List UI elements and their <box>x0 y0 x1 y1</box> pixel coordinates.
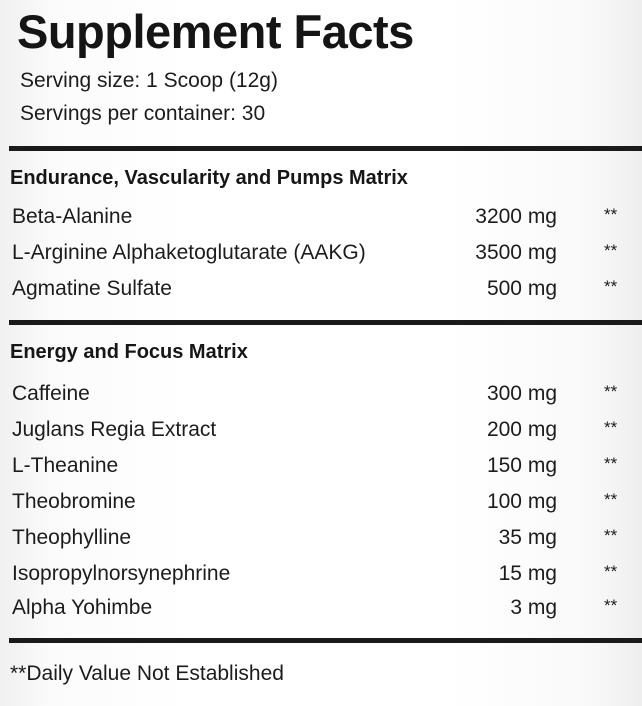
ingredient-amount: 200 mg <box>486 418 557 441</box>
daily-value-marker: ** <box>604 382 618 401</box>
ingredient-row <box>12 205 642 235</box>
daily-value-marker: ** <box>604 205 618 224</box>
daily-value-marker: ** <box>604 562 618 581</box>
daily-value-marker: ** <box>604 526 618 545</box>
ingredient-row <box>12 241 642 271</box>
ingredient-name: Theobromine <box>12 490 136 513</box>
section-divider <box>9 146 642 151</box>
daily-value-marker: ** <box>604 241 618 260</box>
ingredient-amount: 500 mg <box>486 277 557 300</box>
section-title-endurance: Endurance, Vascularity and Pumps Matrix <box>10 167 408 189</box>
daily-value-marker: ** <box>604 454 618 473</box>
daily-value-marker: ** <box>604 277 618 296</box>
servings-per-container: Servings per container: 30 <box>20 102 266 125</box>
ingredient-name: Juglans Regia Extract <box>12 418 217 441</box>
ingredient-amount: 300 mg <box>486 382 557 405</box>
ingredient-name: Theophylline <box>12 526 132 549</box>
daily-value-marker: ** <box>604 596 618 615</box>
ingredient-row <box>12 490 642 520</box>
ingredient-name: L-Theanine <box>12 454 119 477</box>
serving-size: Serving size: 1 Scoop (12g) <box>20 69 278 92</box>
ingredient-row <box>12 526 642 556</box>
ingredient-name: Agmatine Sulfate <box>12 277 172 300</box>
ingredient-row <box>12 454 642 484</box>
daily-value-marker: ** <box>604 418 618 437</box>
ingredient-name: Alpha Yohimbe <box>12 596 153 619</box>
section-title-energy: Energy and Focus Matrix <box>10 341 248 363</box>
ingredient-row <box>12 562 642 592</box>
daily-value-marker: ** <box>604 490 618 509</box>
ingredient-row <box>12 596 642 626</box>
ingredient-name: Isopropylnorsynephrine <box>12 562 231 585</box>
ingredient-amount: 3 mg <box>510 596 557 619</box>
ingredient-name: Caffeine <box>12 382 90 405</box>
ingredient-amount: 3500 mg <box>475 241 557 264</box>
ingredient-row <box>12 277 642 307</box>
section-divider <box>9 638 642 643</box>
ingredient-row <box>12 382 642 412</box>
ingredient-amount: 15 mg <box>498 562 557 585</box>
ingredient-amount: 35 mg <box>498 526 557 549</box>
ingredient-amount: 100 mg <box>486 490 557 513</box>
label-title: Supplement Facts <box>17 5 414 58</box>
ingredient-name: Beta-Alanine <box>12 205 133 228</box>
section-divider <box>9 320 642 325</box>
ingredient-amount: 3200 mg <box>475 205 557 228</box>
daily-value-footnote: **Daily Value Not Established <box>10 662 284 685</box>
ingredient-row <box>12 418 642 448</box>
ingredient-amount: 150 mg <box>486 454 557 477</box>
ingredient-name: L-Arginine Alphaketoglutarate (AAKG) <box>12 241 366 264</box>
